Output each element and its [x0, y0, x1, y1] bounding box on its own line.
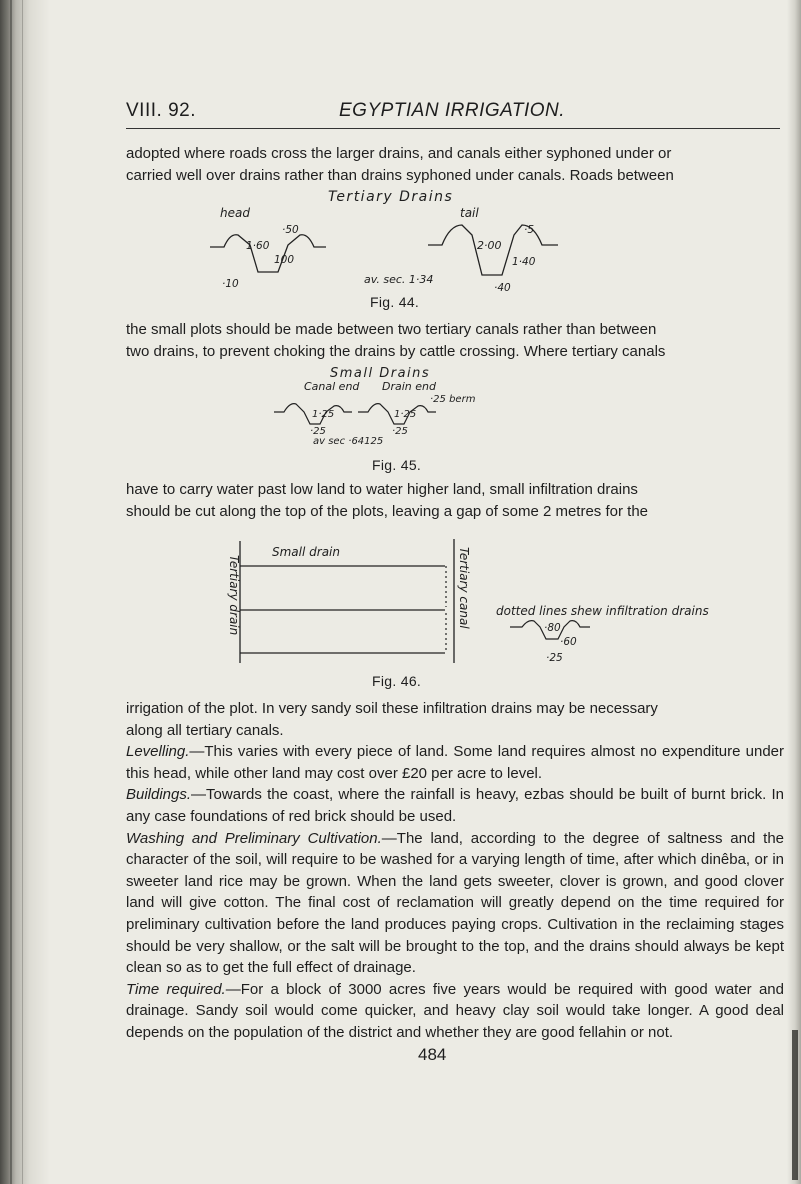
fig44-value: ·40: [494, 282, 511, 294]
text-line: the small plots should be made between two tertiary canals rather than between: [126, 321, 657, 338]
fig45-canal-end: Canal end: [304, 380, 360, 393]
fig45-value: ·25: [392, 426, 408, 437]
fig-45-diagram: [240, 364, 560, 440]
fig45-value: ·25: [310, 426, 326, 437]
section-body: —For a block of 3000 acres five years would be required with good water and drainage. Sandy soil would come quicker, and heavy clay soil would take longer. A good deal depends on the population of the district and whether they are good fellahin or not.: [126, 980, 784, 1041]
fig46-note: dotted lines shew infiltration drains: [496, 604, 709, 618]
fig44-caption: Fig. 44.: [370, 294, 420, 310]
fig45-title: Small Drains: [330, 366, 431, 381]
fig44-value: 1·40: [512, 256, 536, 268]
fig44-tail-label: tail: [460, 206, 479, 220]
fig45-value: 1·25: [394, 409, 417, 420]
paragraph-body: [126, 698, 784, 1065]
fig44-value: 2·00: [477, 239, 502, 252]
section-heading: Washing and Preliminary Cultivation.: [126, 829, 382, 847]
paragraph-roads: [126, 319, 784, 362]
paragraph-intro: [126, 143, 784, 186]
fig46-left-label: Tertiary drain: [227, 555, 241, 636]
fig44-value: 1·60: [246, 240, 270, 252]
text-line: should be cut along the top of the plots, leaving a gap of some 2 metres for the: [126, 502, 648, 520]
fig46-small-drain: Small drain: [272, 545, 340, 559]
fig44-title: Tertiary Drains: [328, 189, 454, 205]
section-buildings: [126, 784, 784, 827]
fig46-right-label: Tertiary canal: [457, 547, 471, 629]
text-line: two drains, to prevent choking the drains by cattle crossing. Where tertiary canals: [126, 342, 666, 360]
section-levelling: [126, 741, 784, 784]
section-time: [126, 979, 784, 1044]
fig45-drain-end: Drain end: [382, 380, 436, 393]
section-washing: [126, 828, 784, 979]
section-body: —This varies with every piece of land. Some land requires almost no expenditure under this head, while other land may cost over £20 per acre to level.: [126, 743, 784, 782]
section-heading: Levelling.: [126, 743, 190, 761]
fig45-berm: ·25 berm: [430, 394, 476, 405]
fig46-value: ·60: [560, 636, 577, 648]
fig46-value: ·25: [546, 652, 563, 664]
book-binding-shadow: [0, 0, 50, 1184]
text-line: irrigation of the plot. In very sandy soil these infiltration drains may be necessary: [126, 700, 658, 717]
section-body: —The land, according to the degree of saltness and the character of the soil, will require to be washed for a varying length of time, after which dinêba, or in sweeter land rice may be grown. When the land gets sweeter, clover is grown, and good clover land will give cotton. The final cost of reclamation will greatly depend on the time required for preliminary cultivation before the land produces paying crops. Cultivation in the reclaiming stages should be very shallow, or the salt will be brought to the top, and the drains should always be kept clean so as to get the full effect of drainage.: [126, 829, 784, 977]
chapter-page-number: VIII. 92.: [126, 100, 196, 121]
running-title: EGYPTIAN IRRIGATION.: [339, 100, 566, 121]
fig44-value: ·5: [524, 224, 535, 236]
text-line: adopted where roads cross the larger drains, and canals either syphoned under or: [126, 145, 672, 162]
fig44-head-label: head: [220, 206, 250, 220]
page-right-edge: [787, 0, 801, 1184]
fig46-value: ·80: [544, 622, 561, 634]
fig45-value: 1·25: [312, 409, 335, 420]
fig44-value: ·10: [222, 278, 239, 290]
page-footer-number: 484: [418, 1044, 447, 1064]
text-line: along all tertiary canals.: [126, 721, 284, 739]
paragraph-infiltration: [126, 479, 784, 522]
section-heading: Time required.: [126, 980, 226, 998]
fig45-caption: Fig. 45.: [372, 457, 422, 473]
fig44-avg: av. sec. 1·34: [364, 273, 434, 286]
fig44-value: ·50: [282, 224, 299, 236]
page-header: [126, 100, 780, 130]
fig44-value: 100: [274, 254, 295, 266]
text-line: have to carry water past low land to water higher land, small infiltration drains: [126, 481, 638, 498]
fig-44-diagram: [200, 187, 680, 297]
fig46-caption: Fig. 46.: [372, 673, 422, 689]
text-line: carried well over drains rather than drains syphoned under canals. Roads between: [126, 166, 674, 184]
fig45-avg: av sec ·64125: [313, 436, 384, 447]
fig-46-diagram: [190, 535, 750, 665]
header-rule: [126, 128, 780, 129]
section-heading: Buildings.: [126, 786, 192, 804]
section-body: —Towards the coast, where the rainfall is heavy, ezbas should be built of burnt brick. In any case foundations of red brick should be used.: [126, 786, 784, 825]
